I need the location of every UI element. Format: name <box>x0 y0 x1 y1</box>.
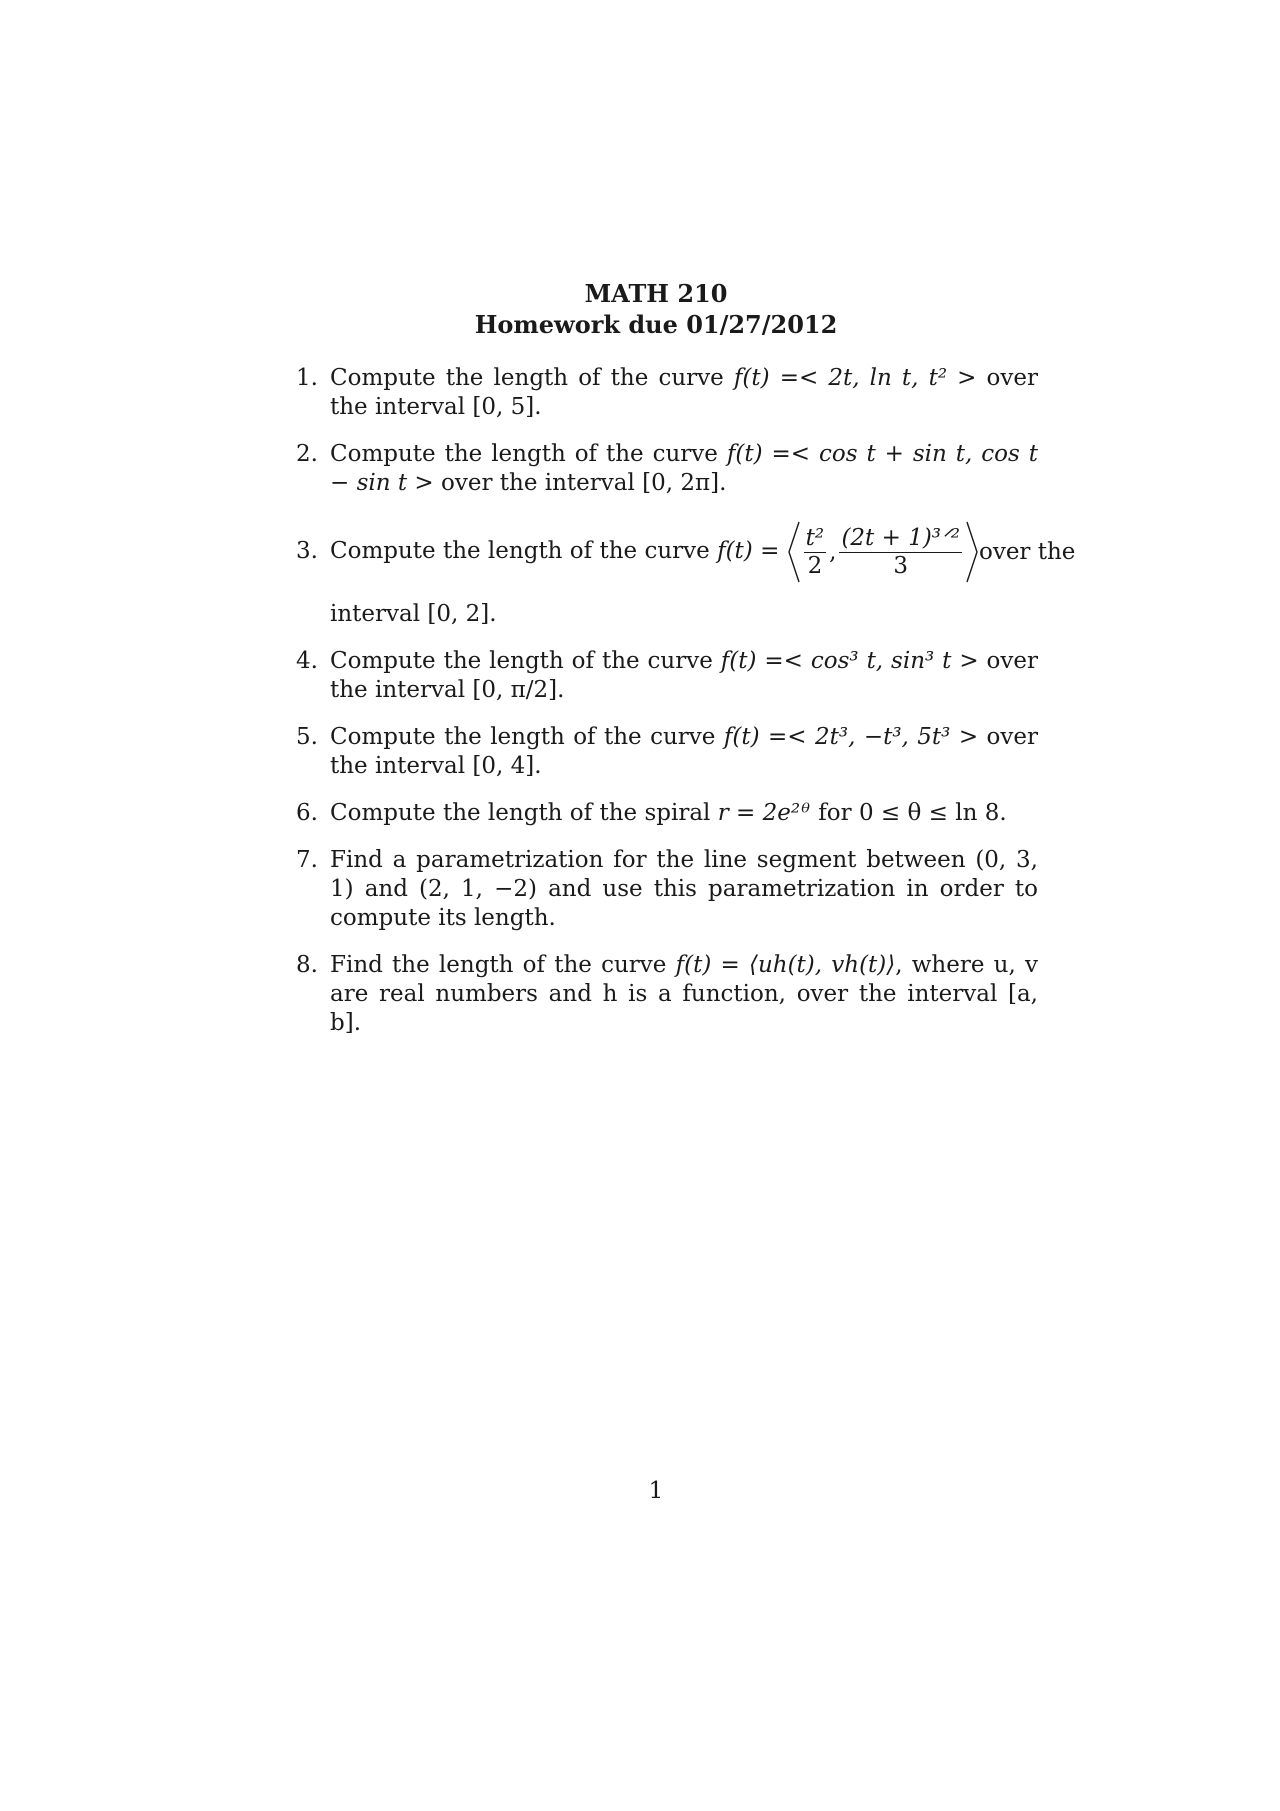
problem-text: Compute the length of the curve <box>330 538 718 564</box>
problem-list <box>296 364 1076 1056</box>
problem-number: 1. <box>296 365 318 391</box>
left-angle-bracket-icon <box>787 521 801 583</box>
problem-3 <box>296 516 1076 629</box>
fraction-2-numerator: (2t + 1)³ᐟ² <box>841 524 960 551</box>
fraction-2 <box>839 525 962 580</box>
problem-4 <box>296 647 1038 705</box>
angle-bracket-vector: $\frac{\text{t²}}{2}$ , $\frac{\text{(2t + 1)³ᐟ²}}{3}$ <box>787 521 979 583</box>
problem-number: 4. <box>296 648 318 674</box>
problem-text-continued: interval [0, 2]. <box>330 601 497 627</box>
problem-formula-lhs: f(t) = <box>717 538 780 564</box>
problem-number: 8. <box>296 952 318 978</box>
problem-7 <box>296 846 1038 933</box>
homework-due-line: Homework due 01/27/2012 <box>474 310 838 339</box>
problem-number: 3. <box>296 538 318 564</box>
problem-number: 7. <box>296 847 318 873</box>
problem-3-formula-row <box>330 516 1076 588</box>
problem-6 <box>296 799 1038 828</box>
problem-text-tail: over the <box>978 538 1076 565</box>
right-angle-bracket-icon <box>965 521 979 583</box>
problem-formula: f(t) = ⟨uh(t), vh(t)⟩ <box>675 952 896 978</box>
problem-text-tail: over the interval [0, 4]. <box>330 724 1038 779</box>
problem-number: 5. <box>296 724 318 750</box>
problem-5 <box>296 723 1038 781</box>
fraction-1-denominator: 2 <box>807 552 823 579</box>
problem-text-tail: for 0 ≤ θ ≤ ln 8. <box>810 800 1007 826</box>
problem-1 <box>296 364 1038 422</box>
problem-text: Find the length of the curve <box>330 952 676 978</box>
problem-text: Compute the length of the spiral <box>330 800 718 826</box>
problem-text: Compute the length of the curve <box>330 441 727 467</box>
problem-text-tail: over the interval [0, π/2]. <box>330 648 1039 703</box>
problem-formula: f(t) =< 2t, ln t, t² > <box>733 365 977 391</box>
problem-number: 6. <box>296 800 318 826</box>
problem-text-tail: over the interval [0, 2π]. <box>433 470 727 496</box>
problem-formula: f(t) =< cos³ t, sin³ t > <box>720 648 979 674</box>
problem-formula: r = 2e²ᶿ <box>717 800 811 826</box>
problem-formula: f(t) =< cos t + sin t, cos t − sin t > <box>330 441 1038 496</box>
problem-formula: f(t) =< 2t³, −t³, 5t³ > <box>723 724 979 750</box>
fraction-2-denominator: 3 <box>893 552 909 579</box>
problem-text: Compute the length of the curve <box>330 724 724 750</box>
page-number: 1 <box>648 1478 664 1504</box>
problem-text-tail: , where u, v are real numbers and h is a function, over the interval [a, b]. <box>330 952 1038 1036</box>
problem-8 <box>296 951 1038 1038</box>
problem-2 <box>296 440 1038 498</box>
fraction-1-numerator: t² <box>805 524 825 551</box>
problem-text: Compute the length of the curve <box>330 648 721 674</box>
problem-text-tail: over the interval [0, 5]. <box>330 365 1038 420</box>
problem-text: Compute the length of the curve <box>330 365 734 391</box>
problem-text: Find a parametrization for the line segment between (0, 3, 1) and (2, 1, −2) and use this parametrization in order to compute its length. <box>330 847 1038 931</box>
fraction-1 <box>804 525 826 580</box>
problem-number: 2. <box>296 441 318 467</box>
document-header <box>0 278 1280 340</box>
course-title: MATH 210 <box>584 279 728 308</box>
